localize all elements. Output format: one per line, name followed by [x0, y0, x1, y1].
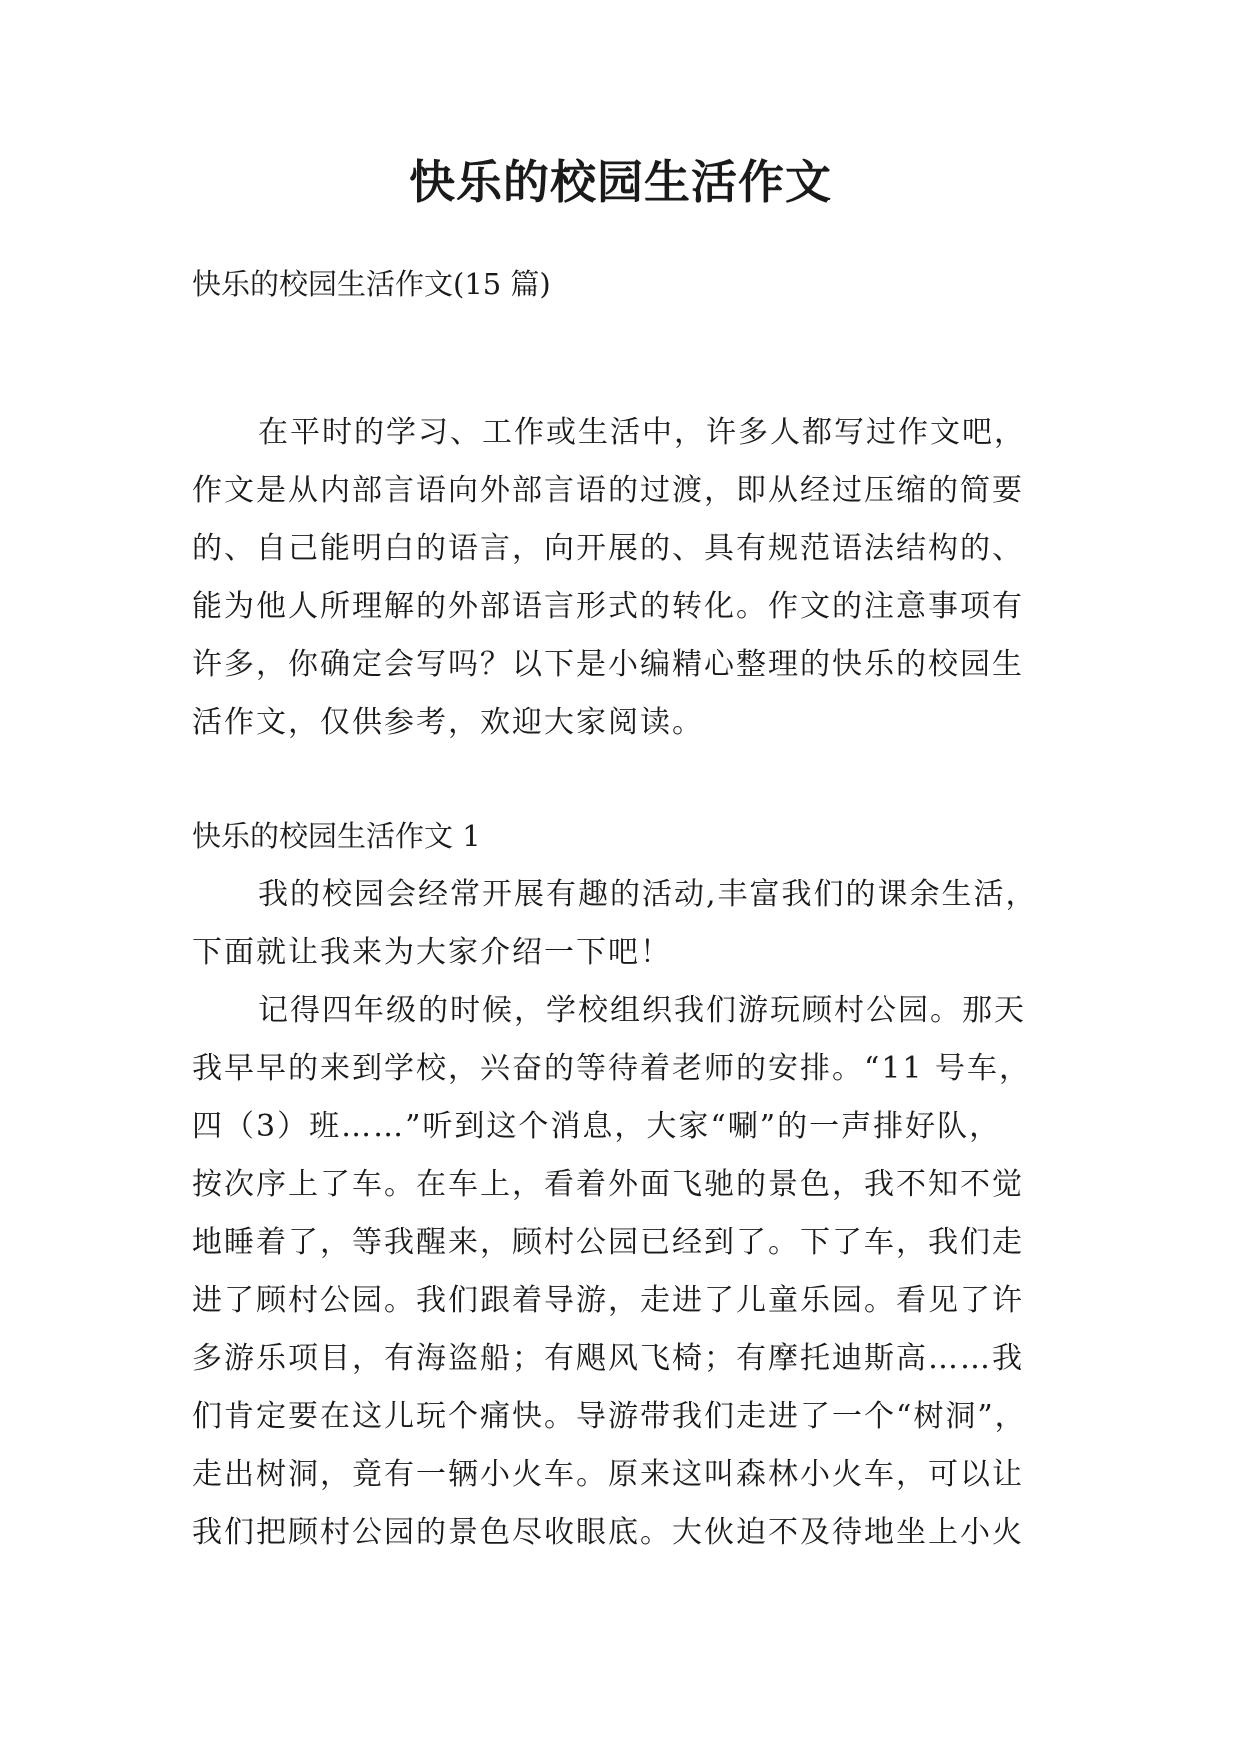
essay-line: 进了顾村公园。我们跟着导游，走进了儿童乐园。看见了许: [192, 1283, 1024, 1318]
intro-line: 的、自己能明白的语言，向开展的、具有规范语法结构的、: [192, 531, 1024, 566]
intro-line: 在平时的学习、工作或生活中，许多人都写过作文吧，: [258, 415, 1026, 450]
section-heading: 快乐的校园生活作文 1: [192, 819, 481, 853]
essay-line: 地睡着了，等我醒来，顾村公园已经到了。下了车，我们走: [192, 1225, 1024, 1260]
intro-line: 能为他人所理解的外部语言形式的转化。作文的注意事项有: [192, 589, 1024, 624]
intro-paragraph: [192, 404, 1048, 752]
essay-line: 我早早的来到学校，兴奋的等待着老师的安排。“11 号车，: [192, 1051, 1032, 1086]
document-subtitle: 快乐的校园生活作文(15 篇): [192, 267, 551, 301]
essay-line: 记得四年级的时候，学校组织我们游玩顾村公园。那天: [258, 993, 1026, 1028]
intro-line: 活作文，仅供参考，欢迎大家阅读。: [192, 705, 704, 740]
intro-line: 许多，你确定会写吗？以下是小编精心整理的快乐的校园生: [192, 647, 1024, 682]
essay-body: [192, 866, 1048, 1562]
essay-line: 下面就让我来为大家介绍一下吧！: [192, 935, 672, 970]
document-title: 快乐的校园生活作文: [409, 155, 832, 209]
intro-line: 作文是从内部言语向外部言语的过渡，即从经过压缩的简要: [192, 473, 1024, 508]
essay-line: 我们把顾村公园的景色尽收眼底。大伙迫不及待地坐上小火: [192, 1515, 1024, 1550]
essay-line: 多游乐项目，有海盗船；有飓风飞椅；有摩托迪斯高……我: [192, 1341, 1024, 1376]
essay-line: 四（3）班……”听到这个消息，大家“唰”的一声排好队，: [192, 1109, 1002, 1144]
essay-line: 走出树洞，竟有一辆小火车。原来这叫森林小火车，可以让: [192, 1457, 1024, 1492]
essay-line: 我的校园会经常开展有趣的活动,丰富我们的课余生活，: [258, 877, 1038, 912]
essay-line: 们肯定要在这儿玩个痛快。导游带我们走进了一个“树洞”，: [192, 1399, 1027, 1434]
essay-line: 按次序上了车。在车上，看着外面飞驰的景色，我不知不觉: [192, 1167, 1024, 1202]
